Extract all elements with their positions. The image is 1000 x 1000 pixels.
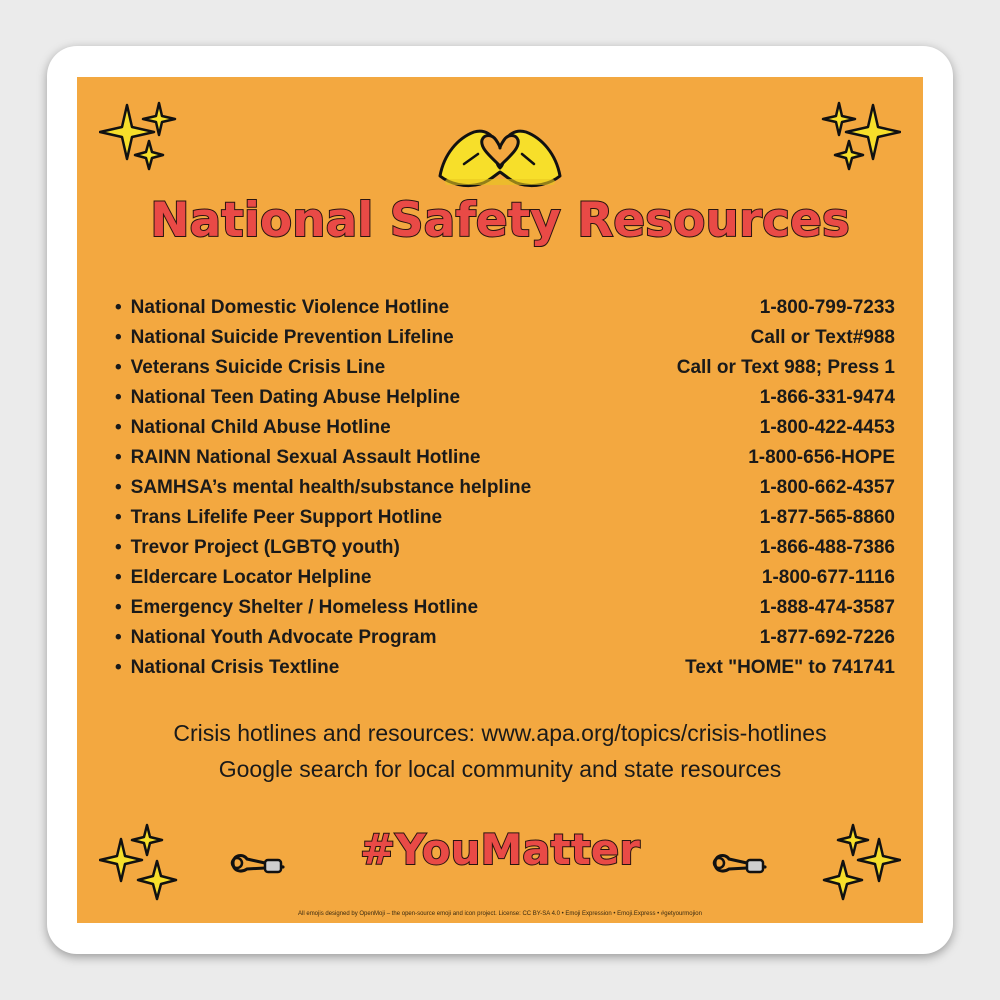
list-item: [115, 623, 895, 653]
resource-name: • Veterans Suicide Crisis Line: [115, 353, 385, 383]
resource-name: • National Teen Dating Abuse Helpline: [115, 383, 460, 413]
list-item: [115, 323, 895, 353]
resource-contact: 1-877-565-8860: [759, 507, 895, 528]
resource-name: • Trevor Project (LGBTQ youth): [115, 533, 400, 563]
list-item: [115, 413, 895, 443]
resource-name: • RAINN National Sexual Assault Hotline: [115, 443, 480, 473]
heart-hands-icon: [434, 124, 566, 194]
resource-name: • National Child Abuse Hotline: [115, 413, 391, 443]
poster-panel: [77, 77, 923, 923]
resource-contact: 1-888-474-3587: [759, 597, 895, 618]
emoji-credits: All emojis designed by OpenMoji – the open-source emoji and icon project. License: CC BY-SA 4.0 • Emoji Expression • Emoji.Express • #getyourmojion: [298, 911, 702, 917]
resource-list: [115, 293, 895, 683]
resource-name: • Eldercare Locator Helpline: [115, 563, 371, 593]
resource-contact: 1-800-656-HOPE: [748, 447, 895, 468]
resource-contact: 1-877-692-7226: [759, 627, 895, 648]
list-item: [115, 473, 895, 503]
list-item: [115, 293, 895, 323]
resource-contact: Call or Text#988: [750, 327, 895, 348]
list-item: [115, 653, 895, 683]
resource-name: • Trans Lifelife Peer Support Hotline: [115, 503, 442, 533]
list-item: [115, 443, 895, 473]
list-item: [115, 533, 895, 563]
hashtag: #YouMatter: [360, 825, 640, 874]
resource-contact: Call or Text 988; Press 1: [676, 357, 895, 378]
list-item: [115, 593, 895, 623]
list-item: [115, 503, 895, 533]
resource-contact: 1-866-331-9474: [759, 387, 895, 408]
list-item: [115, 563, 895, 593]
resource-name: • SAMHSA’s mental health/substance helpline: [115, 473, 531, 503]
resource-name: • National Youth Advocate Program: [115, 623, 436, 653]
resource-contact: 1-800-799-7233: [759, 297, 895, 318]
resource-contact: 1-800-677-1116: [761, 567, 895, 588]
page-title: National Safety Resources: [150, 193, 850, 248]
local-resources-line: Google search for local community and state resources: [218, 756, 782, 782]
sparkles-icon: [821, 97, 901, 177]
resource-name: • National Crisis Textline: [115, 653, 339, 683]
list-item: [115, 353, 895, 383]
resource-contact: Text "HOME" to 741741: [685, 657, 895, 678]
apa-link-line: Crisis hotlines and resources: www.apa.org/topics/crisis-hotlines: [173, 720, 827, 746]
resource-name: • National Suicide Prevention Lifeline: [115, 323, 454, 353]
list-item: [115, 383, 895, 413]
resource-name: • National Domestic Violence Hotline: [115, 293, 449, 323]
footer-text: [77, 715, 923, 787]
sparkles-icon: [99, 97, 179, 177]
resource-contact: 1-866-488-7386: [759, 537, 895, 558]
resource-contact: 1-800-422-4453: [759, 417, 895, 438]
resource-contact: 1-800-662-4357: [759, 477, 895, 498]
resource-name: • Emergency Shelter / Homeless Hotline: [115, 593, 478, 623]
